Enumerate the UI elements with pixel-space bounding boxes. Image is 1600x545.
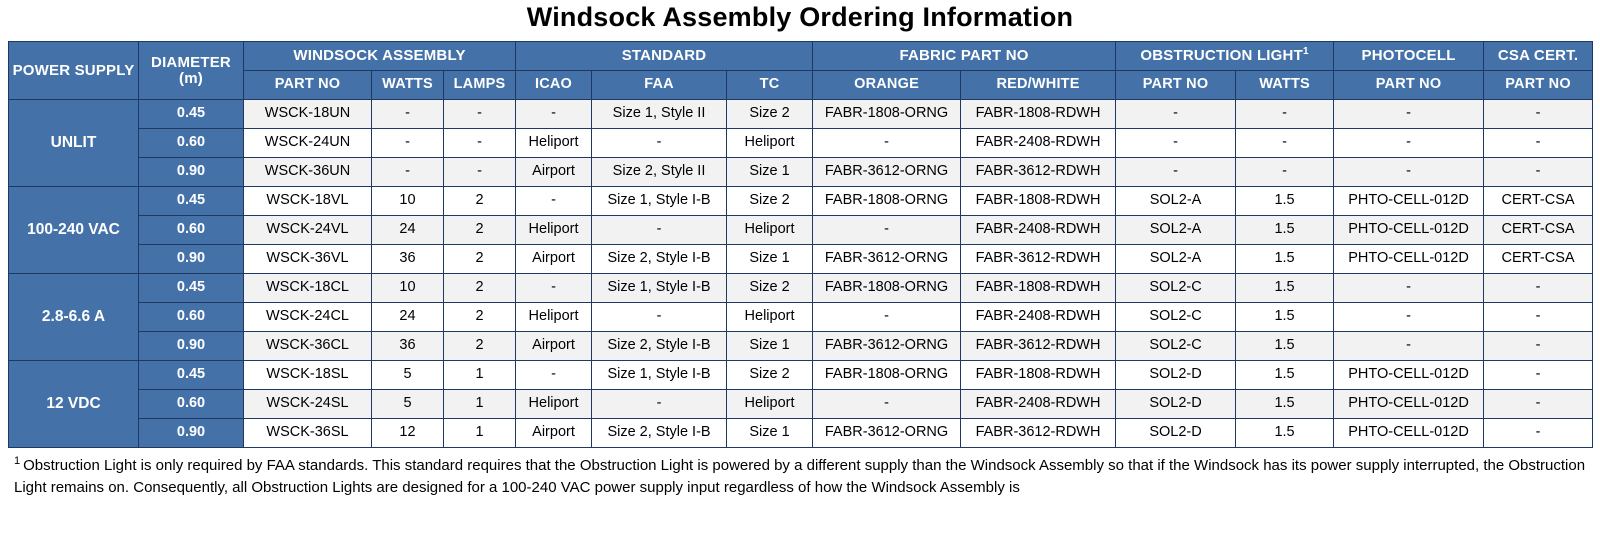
cell-photocell: -	[1334, 332, 1484, 361]
cell-faa: Size 1, Style II	[592, 100, 727, 129]
cell-icao: Airport	[516, 158, 592, 187]
cell-photocell: -	[1334, 303, 1484, 332]
cell-ws-lamps: 2	[444, 245, 516, 274]
footnote-marker: 1	[14, 455, 21, 467]
cell-diameter: 0.90	[139, 158, 244, 187]
cell-fabric-redwhite: FABR-1808-RDWH	[961, 274, 1116, 303]
cell-faa: Size 1, Style I-B	[592, 361, 727, 390]
cell-power-supply: UNLIT	[9, 100, 139, 187]
cell-diameter: 0.90	[139, 245, 244, 274]
cell-ol-part-no: SOL2-A	[1116, 245, 1236, 274]
cell-icao: Airport	[516, 245, 592, 274]
col-diameter-label: DIAMETER	[151, 53, 231, 71]
subcol-fabric-orange: ORANGE	[813, 71, 961, 100]
cell-faa: Size 2, Style I-B	[592, 419, 727, 448]
cell-ws-lamps: 2	[444, 332, 516, 361]
cell-ws-lamps: -	[444, 129, 516, 158]
cell-faa: Size 2, Style I-B	[592, 332, 727, 361]
cell-icao: Airport	[516, 419, 592, 448]
cell-ol-part-no: SOL2-A	[1116, 216, 1236, 245]
cell-icao: -	[516, 187, 592, 216]
cell-ws-lamps: -	[444, 100, 516, 129]
subcol-ws-part-no: PART NO	[244, 71, 372, 100]
cell-csa: -	[1484, 303, 1593, 332]
cell-icao: -	[516, 274, 592, 303]
cell-ol-watts: 1.5	[1236, 274, 1334, 303]
cell-ws-part-no: WSCK-24UN	[244, 129, 372, 158]
cell-power-supply: 2.8-6.6 A	[9, 274, 139, 361]
cell-faa: -	[592, 129, 727, 158]
cell-diameter: 0.60	[139, 129, 244, 158]
cell-fabric-redwhite: FABR-3612-RDWH	[961, 245, 1116, 274]
subcol-ws-lamps: LAMPS	[444, 71, 516, 100]
cell-csa: CERT-CSA	[1484, 245, 1593, 274]
cell-csa: -	[1484, 100, 1593, 129]
cell-tc: Size 2	[727, 361, 813, 390]
cell-ws-part-no: WSCK-24SL	[244, 390, 372, 419]
cell-ws-part-no: WSCK-36UN	[244, 158, 372, 187]
cell-fabric-orange: FABR-1808-ORNG	[813, 187, 961, 216]
table-row	[9, 245, 1593, 274]
subcol-ws-watts: WATTS	[372, 71, 444, 100]
cell-ol-part-no: -	[1116, 158, 1236, 187]
subcol-ol-part-no: PART NO	[1116, 71, 1236, 100]
col-photocell: PHOTOCELL	[1334, 42, 1484, 71]
ordering-information-table	[8, 41, 1593, 448]
cell-photocell: PHTO-CELL-012D	[1334, 390, 1484, 419]
cell-ws-part-no: WSCK-36SL	[244, 419, 372, 448]
cell-ws-part-no: WSCK-24VL	[244, 216, 372, 245]
cell-tc: Size 2	[727, 187, 813, 216]
cell-ol-watts: -	[1236, 158, 1334, 187]
cell-fabric-redwhite: FABR-3612-RDWH	[961, 332, 1116, 361]
cell-ws-part-no: WSCK-18SL	[244, 361, 372, 390]
cell-icao: Heliport	[516, 216, 592, 245]
cell-ol-watts: 1.5	[1236, 419, 1334, 448]
cell-ws-lamps: 2	[444, 187, 516, 216]
cell-ol-part-no: -	[1116, 100, 1236, 129]
cell-diameter: 0.60	[139, 390, 244, 419]
cell-diameter: 0.45	[139, 187, 244, 216]
cell-tc: Size 1	[727, 332, 813, 361]
cell-tc: Heliport	[727, 303, 813, 332]
document-page	[0, 2, 1600, 499]
cell-tc: Size 1	[727, 245, 813, 274]
page-title: Windsock Assembly Ordering Information	[526, 2, 1074, 32]
cell-fabric-redwhite: FABR-1808-RDWH	[961, 100, 1116, 129]
cell-fabric-orange: -	[813, 216, 961, 245]
cell-ws-watts: 24	[372, 303, 444, 332]
cell-ol-watts: 1.5	[1236, 332, 1334, 361]
cell-icao: -	[516, 361, 592, 390]
subcol-faa: FAA	[592, 71, 727, 100]
cell-ws-lamps: 1	[444, 419, 516, 448]
footnote	[8, 455, 1592, 499]
subcol-csa-part-no: PART NO	[1484, 71, 1593, 100]
cell-fabric-orange: -	[813, 390, 961, 419]
cell-ws-part-no: WSCK-24CL	[244, 303, 372, 332]
cell-tc: Heliport	[727, 129, 813, 158]
cell-ol-watts: -	[1236, 100, 1334, 129]
cell-faa: -	[592, 303, 727, 332]
cell-diameter: 0.45	[139, 361, 244, 390]
table-row	[9, 158, 1593, 187]
cell-ol-part-no: SOL2-C	[1116, 274, 1236, 303]
cell-ws-part-no: WSCK-18VL	[244, 187, 372, 216]
cell-ws-watts: 5	[372, 390, 444, 419]
cell-faa: -	[592, 390, 727, 419]
cell-tc: Size 1	[727, 419, 813, 448]
cell-ol-part-no: SOL2-A	[1116, 187, 1236, 216]
cell-diameter: 0.90	[139, 332, 244, 361]
table-row	[9, 303, 1593, 332]
col-fabric-part-no: FABRIC PART NO	[813, 42, 1116, 71]
table-header-group-row	[9, 42, 1593, 71]
footnote-marker-ref: 1	[1302, 46, 1309, 58]
cell-ws-watts: 10	[372, 274, 444, 303]
table-row	[9, 187, 1593, 216]
col-obstruction-light-label: OBSTRUCTION LIGHT	[1140, 47, 1303, 65]
cell-tc: Size 2	[727, 274, 813, 303]
table-row	[9, 129, 1593, 158]
cell-icao: Heliport	[516, 303, 592, 332]
cell-ws-part-no: WSCK-36CL	[244, 332, 372, 361]
cell-ol-part-no: SOL2-D	[1116, 390, 1236, 419]
cell-ws-watts: 5	[372, 361, 444, 390]
cell-photocell: PHTO-CELL-012D	[1334, 361, 1484, 390]
cell-ol-part-no: SOL2-D	[1116, 419, 1236, 448]
cell-ws-watts: 36	[372, 245, 444, 274]
cell-ol-watts: 1.5	[1236, 390, 1334, 419]
cell-fabric-redwhite: FABR-3612-RDWH	[961, 419, 1116, 448]
cell-ol-watts: 1.5	[1236, 216, 1334, 245]
table-row	[9, 100, 1593, 129]
cell-power-supply: 100-240 VAC	[9, 187, 139, 274]
table-row	[9, 361, 1593, 390]
cell-diameter: 0.45	[139, 274, 244, 303]
cell-ws-watts: 12	[372, 419, 444, 448]
cell-fabric-orange: -	[813, 303, 961, 332]
cell-fabric-redwhite: FABR-1808-RDWH	[961, 361, 1116, 390]
cell-fabric-orange: FABR-3612-ORNG	[813, 419, 961, 448]
cell-ws-watts: -	[372, 129, 444, 158]
cell-ws-lamps: -	[444, 158, 516, 187]
cell-ws-part-no: WSCK-36VL	[244, 245, 372, 274]
subcol-photocell-part-no: PART NO	[1334, 71, 1484, 100]
col-diameter	[139, 42, 244, 100]
cell-ws-watts: -	[372, 100, 444, 129]
cell-ws-watts: 24	[372, 216, 444, 245]
cell-tc: Size 1	[727, 158, 813, 187]
cell-fabric-redwhite: FABR-2408-RDWH	[961, 216, 1116, 245]
cell-photocell: PHTO-CELL-012D	[1334, 245, 1484, 274]
cell-ws-part-no: WSCK-18CL	[244, 274, 372, 303]
cell-photocell: PHTO-CELL-012D	[1334, 216, 1484, 245]
cell-fabric-orange: FABR-3612-ORNG	[813, 158, 961, 187]
cell-ws-lamps: 1	[444, 390, 516, 419]
cell-csa: -	[1484, 274, 1593, 303]
cell-ol-part-no: SOL2-C	[1116, 303, 1236, 332]
col-csa-cert: CSA CERT.	[1484, 42, 1593, 71]
cell-csa: -	[1484, 361, 1593, 390]
cell-icao: -	[516, 100, 592, 129]
cell-photocell: -	[1334, 100, 1484, 129]
cell-fabric-redwhite: FABR-2408-RDWH	[961, 129, 1116, 158]
cell-fabric-orange: -	[813, 129, 961, 158]
col-windsock-assembly: WINDSOCK ASSEMBLY	[244, 42, 516, 71]
cell-diameter: 0.60	[139, 216, 244, 245]
col-obstruction-light	[1116, 42, 1334, 71]
cell-csa: CERT-CSA	[1484, 187, 1593, 216]
cell-photocell: PHTO-CELL-012D	[1334, 419, 1484, 448]
cell-ol-part-no: SOL2-C	[1116, 332, 1236, 361]
cell-csa: -	[1484, 158, 1593, 187]
table-row	[9, 274, 1593, 303]
cell-ol-part-no: -	[1116, 129, 1236, 158]
subcol-fabric-redwhite: RED/WHITE	[961, 71, 1116, 100]
table-header	[9, 42, 1593, 100]
cell-fabric-redwhite: FABR-3612-RDWH	[961, 158, 1116, 187]
cell-csa: CERT-CSA	[1484, 216, 1593, 245]
cell-fabric-orange: FABR-3612-ORNG	[813, 245, 961, 274]
cell-ol-watts: 1.5	[1236, 361, 1334, 390]
cell-ws-watts: 10	[372, 187, 444, 216]
cell-icao: Heliport	[516, 390, 592, 419]
table-header-sub-row	[9, 71, 1593, 100]
cell-tc: Heliport	[727, 216, 813, 245]
cell-tc: Size 2	[727, 100, 813, 129]
cell-fabric-orange: FABR-1808-ORNG	[813, 361, 961, 390]
cell-icao: Heliport	[516, 129, 592, 158]
cell-csa: -	[1484, 390, 1593, 419]
cell-photocell: -	[1334, 274, 1484, 303]
cell-ws-watts: -	[372, 158, 444, 187]
cell-diameter: 0.60	[139, 303, 244, 332]
cell-photocell: -	[1334, 158, 1484, 187]
cell-icao: Airport	[516, 332, 592, 361]
cell-ol-watts: 1.5	[1236, 245, 1334, 274]
cell-fabric-orange: FABR-1808-ORNG	[813, 274, 961, 303]
cell-faa: Size 2, Style II	[592, 158, 727, 187]
cell-faa: Size 1, Style I-B	[592, 274, 727, 303]
table-row	[9, 332, 1593, 361]
cell-ws-lamps: 1	[444, 361, 516, 390]
cell-ws-part-no: WSCK-18UN	[244, 100, 372, 129]
cell-csa: -	[1484, 419, 1593, 448]
cell-faa: Size 1, Style I-B	[592, 187, 727, 216]
cell-ol-watts: 1.5	[1236, 303, 1334, 332]
table-body	[9, 100, 1593, 448]
cell-power-supply: 12 VDC	[9, 361, 139, 448]
subcol-ol-watts: WATTS	[1236, 71, 1334, 100]
table-row	[9, 419, 1593, 448]
cell-ws-watts: 36	[372, 332, 444, 361]
cell-diameter: 0.90	[139, 419, 244, 448]
subcol-icao: ICAO	[516, 71, 592, 100]
cell-ws-lamps: 2	[444, 216, 516, 245]
cell-fabric-redwhite: FABR-1808-RDWH	[961, 187, 1116, 216]
cell-ws-lamps: 2	[444, 274, 516, 303]
cell-ws-lamps: 2	[444, 303, 516, 332]
subcol-tc: TC	[727, 71, 813, 100]
col-power-supply: POWER SUPPLY	[9, 42, 139, 100]
cell-faa: Size 2, Style I-B	[592, 245, 727, 274]
cell-photocell: PHTO-CELL-012D	[1334, 187, 1484, 216]
cell-fabric-redwhite: FABR-2408-RDWH	[961, 390, 1116, 419]
cell-fabric-orange: FABR-3612-ORNG	[813, 332, 961, 361]
cell-ol-part-no: SOL2-D	[1116, 361, 1236, 390]
cell-csa: -	[1484, 332, 1593, 361]
cell-tc: Heliport	[727, 390, 813, 419]
cell-fabric-redwhite: FABR-2408-RDWH	[961, 303, 1116, 332]
cell-csa: -	[1484, 129, 1593, 158]
cell-diameter: 0.45	[139, 100, 244, 129]
footnote-text: Obstruction Light is only required by FAA standards. This standard requires that the Obstruction Light is powered by a different supply than the Windsock Assembly so that if the Windsock has its power supply interrupted, the Obstruction Light remains on. Consequently, all Obstruction Lights are designed for a 100-240 VAC power supply input regardless of how the Windsock Assembly is	[14, 457, 1586, 496]
cell-ol-watts: -	[1236, 129, 1334, 158]
col-standard: STANDARD	[516, 42, 813, 71]
cell-faa: -	[592, 216, 727, 245]
cell-fabric-orange: FABR-1808-ORNG	[813, 100, 961, 129]
cell-ol-watts: 1.5	[1236, 187, 1334, 216]
cell-photocell: -	[1334, 129, 1484, 158]
table-row	[9, 390, 1593, 419]
col-diameter-units: (m)	[179, 69, 203, 87]
table-row	[9, 216, 1593, 245]
